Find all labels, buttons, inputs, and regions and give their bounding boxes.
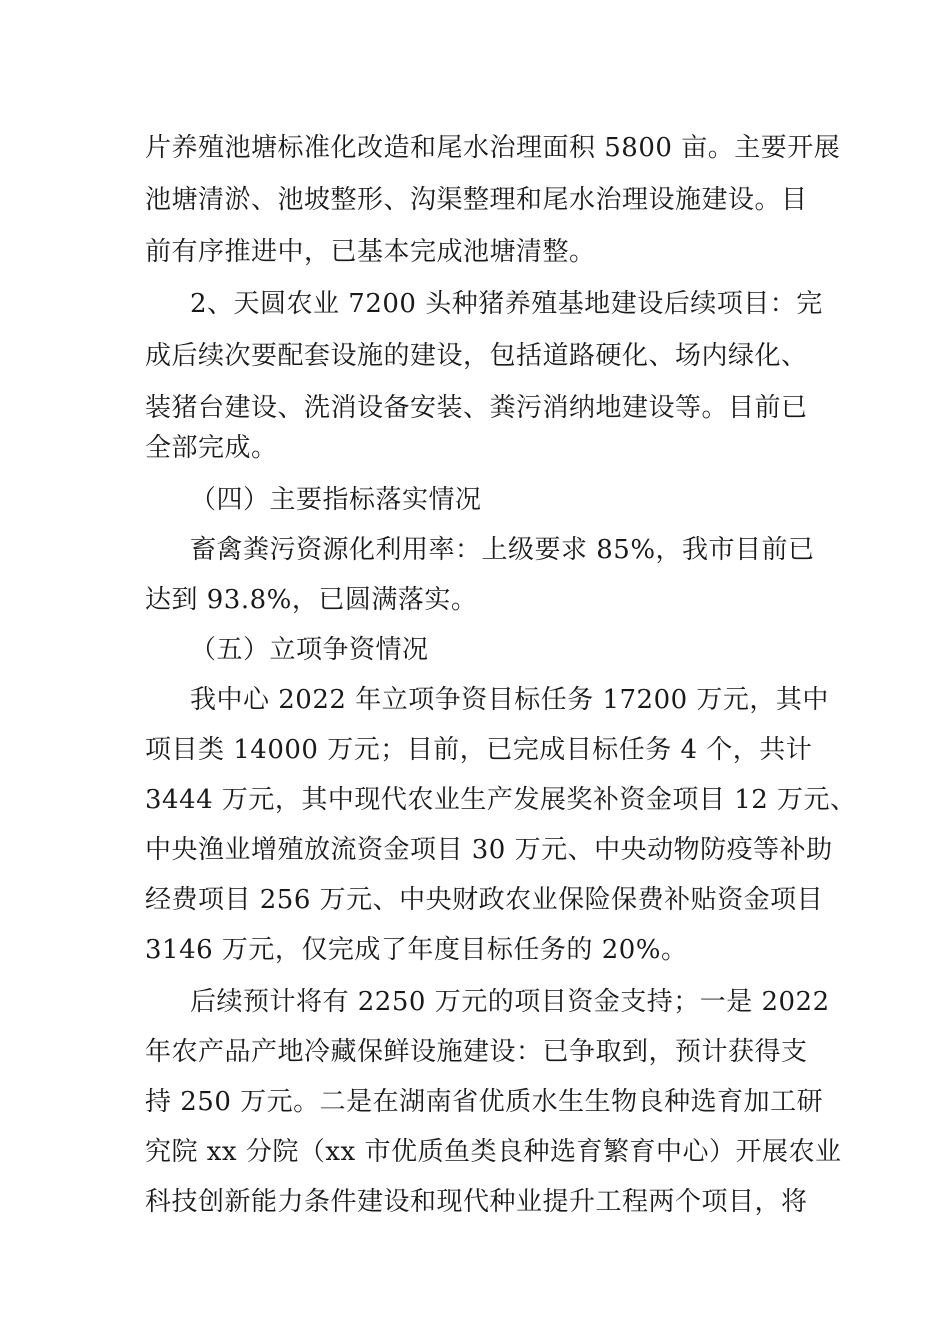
text-line: 池塘清淤、池坡整形、沟渠整理和尾水治理设施建设。目 bbox=[145, 185, 808, 215]
text-line: 成后续次要配套设施的建设，包括道路硬化、场内绿化、 bbox=[145, 341, 808, 371]
text-line: 年农产品产地冷藏保鲜设施建设：已争取到，预计获得支 bbox=[145, 1037, 808, 1067]
text-line: 持 250 万元。二是在湖南省优质水生生物良种选育加工研 bbox=[145, 1087, 824, 1117]
paragraph-start: 我中心 2022 年立项争资目标任务 17200 万元，其中 bbox=[190, 685, 829, 715]
text-line: 项目类 14000 万元；目前，已完成目标任务 4 个，共计 bbox=[145, 735, 813, 765]
text-line: 装猪台建设、洗消设备安装、粪污消纳地建设等。目前已 bbox=[145, 393, 808, 423]
section-heading: （五）立项争资情况 bbox=[190, 635, 429, 665]
text-line: 片养殖池塘标准化改造和尾水治理面积 5800 亩。主要开展 bbox=[145, 133, 841, 163]
text-line: 前有序推进中，已基本完成池塘清整。 bbox=[145, 237, 596, 267]
text-line: 科技创新能力条件建设和现代种业提升工程两个项目，将 bbox=[145, 1187, 808, 1217]
paragraph-start: 2、天圆农业 7200 头种猪养殖基地建设后续项目：完 bbox=[190, 289, 823, 319]
paragraph-start: 后续预计将有 2250 万元的项目资金支持；一是 2022 bbox=[190, 987, 830, 1017]
section-heading: （四）主要指标落实情况 bbox=[190, 485, 482, 515]
text-line: 中央渔业增殖放流资金项目 30 万元、中央动物防疫等补助 bbox=[145, 835, 833, 865]
text-line: 究院 xx 分院（xx 市优质鱼类良种选育繁育中心）开展农业 bbox=[145, 1137, 842, 1167]
text-line: 达到 93.8%，已圆满落实。 bbox=[145, 585, 478, 615]
text-line: 3444 万元，其中现代农业生产发展奖补资金项目 12 万元、 bbox=[145, 785, 857, 815]
text-line: 全部完成。 bbox=[145, 433, 278, 463]
text-line: 经费项目 256 万元、中央财政农业保险保费补贴资金项目 bbox=[145, 885, 824, 915]
text-line: 3146 万元，仅完成了年度目标任务的 20%。 bbox=[145, 935, 688, 965]
paragraph-start: 畜禽粪污资源化利用率：上级要求 85%，我市目前已 bbox=[190, 535, 815, 565]
